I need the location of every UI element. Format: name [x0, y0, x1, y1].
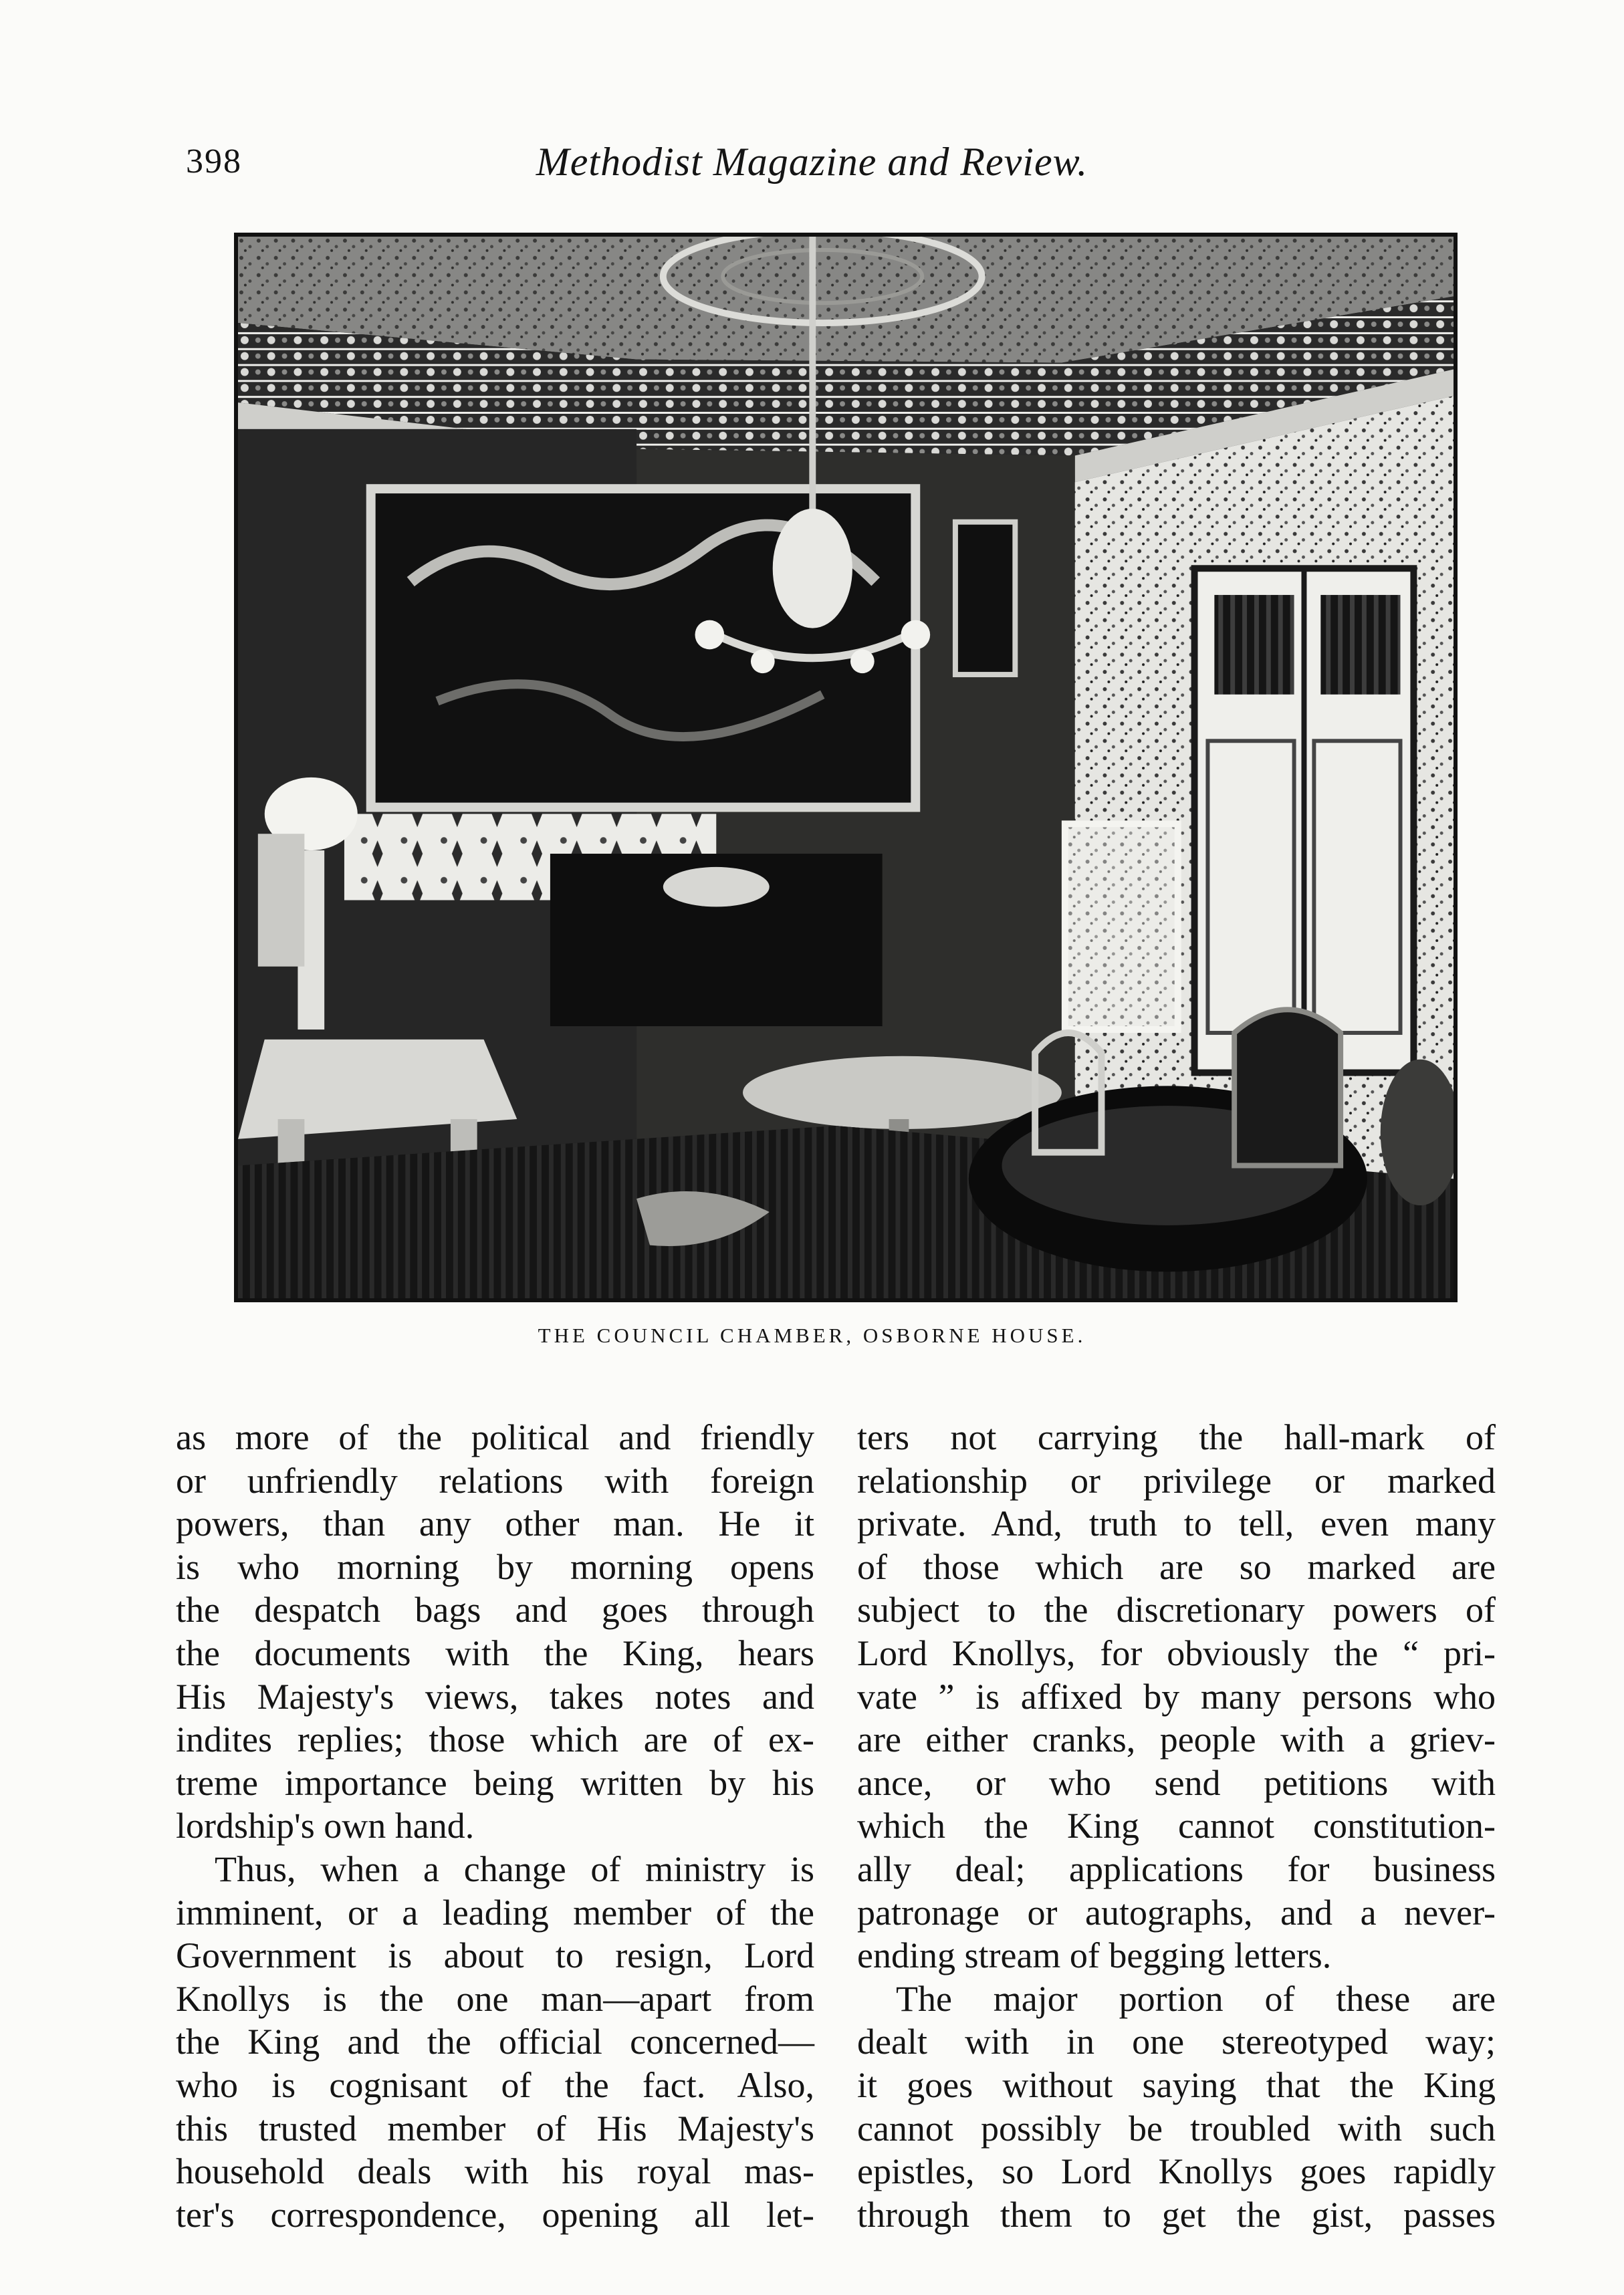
running-title: Methodist Magazine and Review.: [536, 140, 1088, 184]
council-chamber-photograph: [234, 233, 1458, 1302]
text-line: powers, than any other man. He it: [176, 1503, 814, 1544]
text-line: household deals with his royal mas-: [176, 2151, 814, 2192]
left-text-column: [176, 1416, 814, 2236]
paragraph: [176, 1416, 814, 1848]
text-line: ally deal; applications for business: [857, 1848, 1496, 1889]
text-line: indites replies; those which are of ex-: [176, 1719, 814, 1760]
page-number: 398: [186, 142, 242, 180]
text-line: patronage or autographs, and a never-: [857, 1892, 1496, 1933]
text-line: are either cranks, people with a griev-: [857, 1719, 1496, 1760]
paragraph: [857, 1977, 1496, 2237]
text-line: dealt with in one stereotyped way;: [857, 2022, 1496, 2062]
text-line: it goes without saying that the King: [857, 2064, 1496, 2105]
text-line: lordship's own hand.: [176, 1806, 475, 1846]
paragraph: [176, 1848, 814, 2236]
text-line: the documents with the King, hears: [176, 1633, 814, 1673]
text-line: through them to get the gist, passes: [857, 2194, 1496, 2235]
text-line: Thus, when a change of ministry is: [215, 1848, 814, 1889]
text-line: ter's correspondence, opening all let-: [176, 2194, 814, 2235]
text-line: private. And, truth to tell, even many: [857, 1503, 1496, 1544]
text-line: vate ” is affixed by many persons who: [857, 1676, 1496, 1717]
text-line: treme importance being written by his: [176, 1762, 814, 1803]
text-line: epistles, so Lord Knollys goes rapidly: [857, 2151, 1496, 2192]
paragraph: [857, 1416, 1496, 1977]
text-line: is who morning by morning opens: [176, 1546, 814, 1587]
text-line: Knollys is the one man—apart from: [176, 1978, 814, 2019]
text-line: Government is about to resign, Lord: [176, 1935, 814, 1976]
text-line: the King and the official concerned—: [176, 2022, 814, 2062]
text-line: which the King cannot constitution-: [857, 1806, 1496, 1846]
text-line: of those which are so marked are: [857, 1546, 1496, 1587]
text-line: ance, or who send petitions with: [857, 1762, 1496, 1803]
right-text-column: [857, 1416, 1496, 2236]
text-line: as more of the political and friendly: [176, 1417, 814, 1457]
figure-caption: THE COUNCIL CHAMBER, OSBORNE HOUSE.: [538, 1324, 1086, 1347]
text-line: this trusted member of His Majesty's: [176, 2108, 814, 2149]
text-line: the despatch bags and goes through: [176, 1590, 814, 1630]
text-line: His Majesty's views, takes notes and: [176, 1676, 814, 1717]
text-line: Lord Knollys, for obviously the “ pri-: [857, 1633, 1496, 1673]
text-line: relationship or privilege or marked: [857, 1460, 1496, 1501]
text-line: who is cognisant of the fact. Also,: [176, 2064, 814, 2105]
text-line: ters not carrying the hall-mark of: [857, 1417, 1496, 1457]
text-line: subject to the discretionary powers of: [857, 1590, 1496, 1630]
photograph-illustration: [238, 237, 1454, 1298]
text-line: cannot possibly be troubled with such: [857, 2108, 1496, 2149]
text-line: imminent, or a leading member of the: [176, 1892, 814, 1933]
text-line: or unfriendly relations with foreign: [176, 1460, 814, 1501]
text-line: ending stream of begging letters.: [857, 1935, 1332, 1976]
text-line: The major portion of these are: [896, 1978, 1496, 2019]
